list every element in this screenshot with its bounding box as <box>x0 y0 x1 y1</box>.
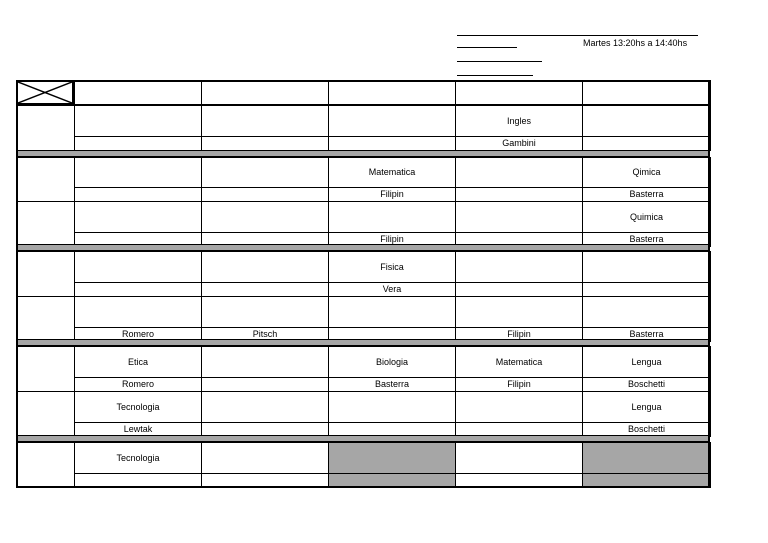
teacher-cell <box>582 473 711 488</box>
subject-cell <box>74 105 202 137</box>
subject-cell: Lengua <box>582 391 711 423</box>
corner-cross-cell <box>16 80 74 105</box>
teacher-cell: Boschetti <box>582 377 711 392</box>
subject-cell <box>328 391 456 423</box>
header-line-3 <box>457 75 533 76</box>
teacher-cell: Pitsch <box>201 327 329 342</box>
subject-cell <box>582 296 711 328</box>
teacher-cell: Gambini <box>455 136 583 151</box>
teacher-cell <box>201 282 329 297</box>
subject-cell <box>455 296 583 328</box>
teacher-cell: Filipin <box>455 327 583 342</box>
subject-cell: Tecnologia <box>74 391 202 423</box>
block-separator <box>16 244 710 251</box>
subject-cell <box>201 442 329 474</box>
subject-cell: Biologia <box>328 346 456 378</box>
teacher-cell <box>582 282 711 297</box>
header-cell <box>201 80 329 105</box>
header-cell <box>582 80 711 105</box>
subject-cell <box>328 201 456 233</box>
header-cell <box>74 80 202 105</box>
time-slot-label: Martes 13:20hs a 14:40hs <box>583 38 688 48</box>
subject-cell: Etica <box>74 346 202 378</box>
subject-cell <box>455 251 583 283</box>
subject-cell <box>455 157 583 188</box>
period-label-cell <box>16 442 75 488</box>
subject-cell <box>455 442 583 474</box>
subject-cell <box>74 157 202 188</box>
teacher-cell: Romero <box>74 377 202 392</box>
period-label-cell <box>16 157 75 202</box>
subject-cell <box>328 105 456 137</box>
teacher-cell <box>201 187 329 202</box>
subject-cell <box>201 251 329 283</box>
subject-cell <box>328 296 456 328</box>
subject-cell: Fisica <box>328 251 456 283</box>
teacher-cell <box>455 187 583 202</box>
subject-cell: Matematica <box>328 157 456 188</box>
teacher-cell <box>201 473 329 488</box>
subject-cell <box>201 201 329 233</box>
subject-cell <box>201 346 329 378</box>
subject-cell: Lengua <box>582 346 711 378</box>
subject-cell <box>455 201 583 233</box>
block-separator <box>16 339 710 346</box>
subject-cell <box>201 391 329 423</box>
subject-cell <box>74 251 202 283</box>
teacher-cell: Filipin <box>455 377 583 392</box>
period-label-cell <box>16 105 75 151</box>
subject-cell: Ingles <box>455 105 583 137</box>
teacher-cell <box>455 282 583 297</box>
teacher-cell: Basterra <box>582 187 711 202</box>
teacher-cell <box>201 377 329 392</box>
teacher-cell <box>582 136 711 151</box>
header-cell <box>328 80 456 105</box>
teacher-cell: Basterra <box>582 232 711 247</box>
subject-cell <box>74 296 202 328</box>
teacher-cell: Filipin <box>328 187 456 202</box>
subject-cell <box>582 442 711 474</box>
period-label-cell <box>16 251 75 297</box>
teacher-cell: Basterra <box>328 377 456 392</box>
subject-cell <box>201 157 329 188</box>
header-line-1 <box>457 47 517 48</box>
teacher-cell: Vera <box>328 282 456 297</box>
teacher-cell <box>455 473 583 488</box>
header-cell <box>455 80 583 105</box>
period-label-cell <box>16 391 75 437</box>
subject-cell: Tecnologia <box>74 442 202 474</box>
header-line-top <box>457 35 698 36</box>
teacher-cell <box>328 136 456 151</box>
teacher-cell <box>74 187 202 202</box>
teacher-cell: Romero <box>74 327 202 342</box>
subject-cell <box>328 442 456 474</box>
teacher-cell <box>74 473 202 488</box>
subject-cell <box>455 391 583 423</box>
teacher-cell <box>74 136 202 151</box>
subject-cell <box>201 105 329 137</box>
header-line-2 <box>457 61 542 62</box>
teacher-cell <box>74 282 202 297</box>
subject-cell: Quimica <box>582 201 711 233</box>
subject-cell <box>582 251 711 283</box>
subject-cell: Qimica <box>582 157 711 188</box>
subject-cell <box>201 296 329 328</box>
period-label-cell <box>16 296 75 342</box>
teacher-cell <box>328 473 456 488</box>
teacher-cell <box>201 136 329 151</box>
subject-cell <box>74 201 202 233</box>
teacher-cell: Filipin <box>328 232 456 247</box>
block-separator <box>16 150 710 157</box>
cross-icon <box>18 82 72 103</box>
teacher-cell: Basterra <box>582 327 711 342</box>
block-separator <box>16 435 710 442</box>
subject-cell: Matematica <box>455 346 583 378</box>
teacher-cell: Boschetti <box>582 422 711 437</box>
teacher-cell: Lewtak <box>74 422 202 437</box>
period-label-cell <box>16 346 75 392</box>
period-label-cell <box>16 201 75 247</box>
subject-cell <box>582 105 711 137</box>
